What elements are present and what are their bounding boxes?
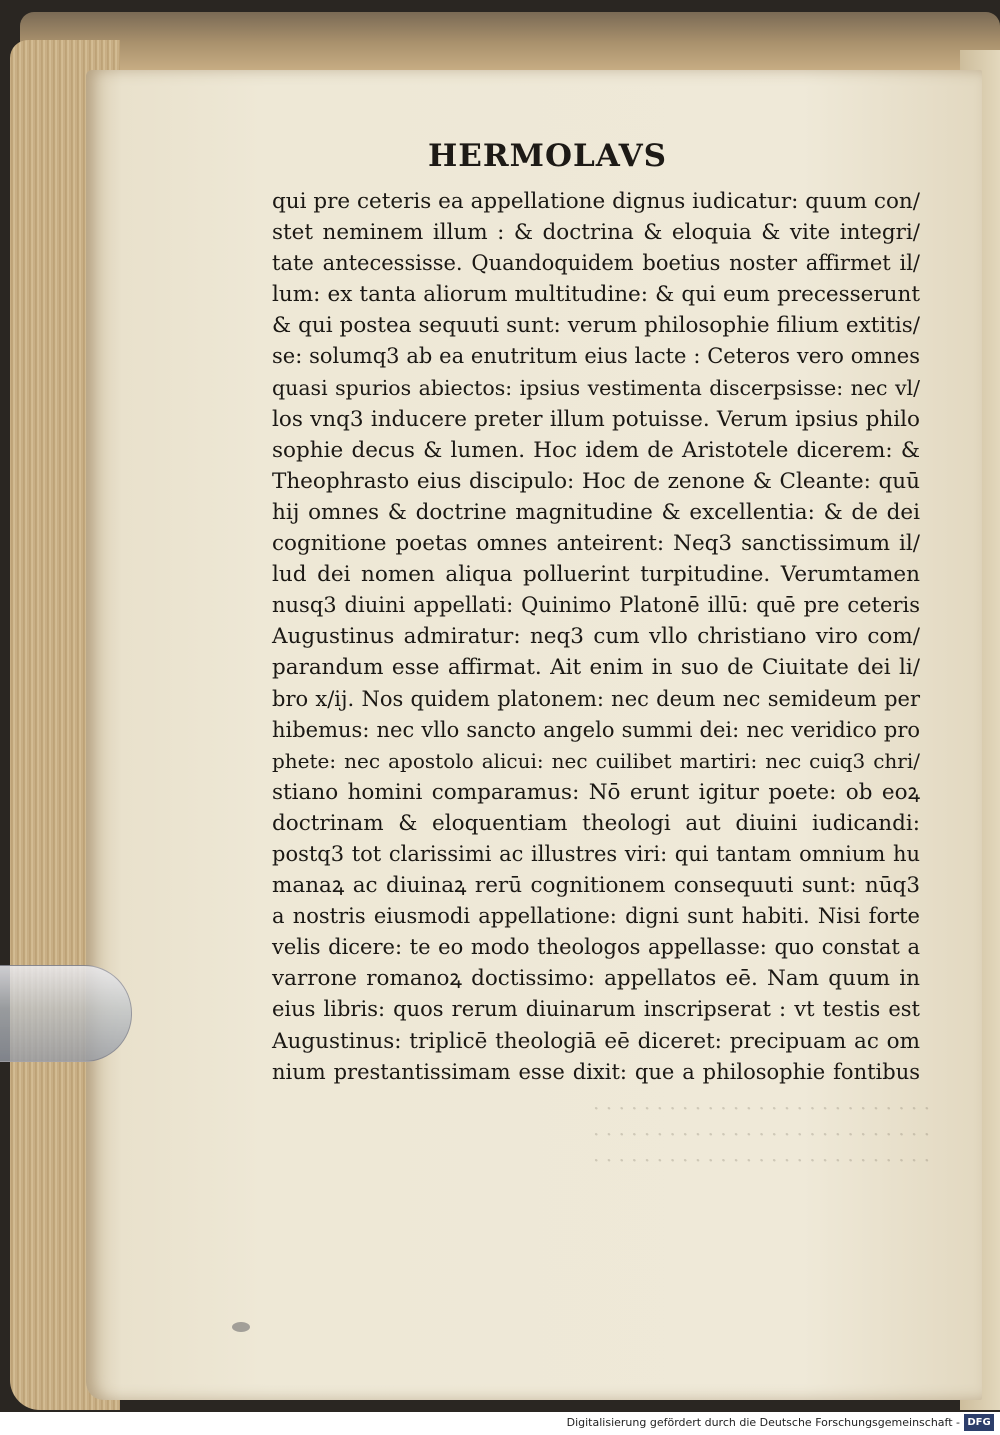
- text-line: Augustinus: triplicē theologiā eē diceret: precipuam ac om: [272, 1028, 920, 1054]
- text-line: eius libris: quos rerum diuinarum inscripserat : vt testis est: [272, 997, 920, 1022]
- text-line: lum: ex tanta aliorum multitudine: & qui eum precesserunt: [272, 282, 920, 308]
- text-line: stiano homini comparamus: Nō erunt igitur poete: ob eoꝝ: [272, 779, 920, 805]
- book-top-edge: [20, 12, 1000, 72]
- text-line: cognitione poetas omnes anteirent: Neq3 sanctissimum il/: [272, 531, 920, 557]
- text-line: stet neminem illum : & doctrina & eloquia & vite integri/: [272, 220, 920, 246]
- text-line: lud dei nomen aliqua polluerint turpitudine. Verumtamen: [272, 562, 920, 588]
- text-line: sophie decus & lumen. Hoc idem de Aristotele dicerem: &: [272, 437, 920, 463]
- running-header: HERMOLAVS: [428, 138, 668, 174]
- text-line: doctrinam & eloquentiam theologi aut diuini iudicandi:: [272, 810, 920, 836]
- show-through-text: · · · · · · · · · · · · · · · · · · · · · · · · · · · · · · · · · · · · · · · · · · · · · · · · · · · · · · · · · · · · · · · · · · · · · · · · · · · · · · · · ·: [593, 1096, 930, 1172]
- text-line: Augustinus admiratur: neq3 cum vllo christiano viro com/: [272, 624, 920, 650]
- text-line: qui pre ceteris ea appellatione dignus iudicatur: quum con/: [272, 189, 920, 214]
- text-line: velis dicere: te eo modo theologos appellasse: quo constat a: [272, 935, 920, 960]
- text-line: & qui postea sequuti sunt: verum philosophie filium extitis/: [272, 313, 920, 339]
- text-line: los vnq3 inducere preter illum potuisse. Verum ipsius philo: [272, 406, 920, 432]
- text-line: a nostris eiusmodi appellatione: digni sunt habiti. Nisi forte: [272, 904, 920, 929]
- footer-bar: [0, 1412, 1000, 1435]
- text-line: nusq3 diuini appellati: Quinimo Platonē illū: quē pre ceteris: [272, 593, 920, 618]
- text-line: hibemus: nec vllo sancto angelo summi dei: nec veridico pro: [272, 717, 920, 742]
- text-line: nium prestantissimam esse dixit: que a philosophie fontibus: [272, 1059, 920, 1084]
- text-line: bro x/ij. Nos quidem platonem: nec deum nec semideum per: [272, 686, 920, 711]
- page-smudge: [232, 1322, 250, 1332]
- text-line: manaꝝ ac diuinaꝝ rerū cognitionem consequuti sunt: nūq3: [272, 873, 920, 899]
- text-line: se: solumq3 ab ea enutritum eius lacte : Ceteros vero omnes: [272, 344, 920, 369]
- plastic-page-clip: [0, 965, 132, 1062]
- text-line: quasi spurios abiectos: ipsius vestimenta discerpsisse: nec vl/: [272, 375, 920, 400]
- body-text: [272, 186, 920, 1088]
- text-line: phete: nec apostolo alicui: nec cuilibet martiri: nec cuiq3 chri/: [272, 748, 920, 773]
- text-line: Theophrasto eius discipulo: Hoc de zenone & Cleante: quū: [272, 468, 920, 494]
- dfg-logo: DFG: [964, 1414, 994, 1431]
- text-line: postq3 tot clarissimi ac illustres viri: qui tantam omnium hu: [272, 841, 920, 866]
- text-line: tate antecessisse. Quandoquidem boetius noster affirmet il/: [272, 251, 920, 276]
- text-line: hij omnes & doctrine magnitudine & excellentia: & de dei: [272, 499, 920, 525]
- text-line: parandum esse affirmat. Ait enim in suo de Ciuitate dei li/: [272, 655, 920, 681]
- funding-credit: Digitalisierung gefördert durch die Deutsche Forschungsgemeinschaft -: [566, 1416, 960, 1429]
- text-line: varrone romanoꝝ doctissimo: appellatos eē. Nam quum in: [272, 966, 920, 992]
